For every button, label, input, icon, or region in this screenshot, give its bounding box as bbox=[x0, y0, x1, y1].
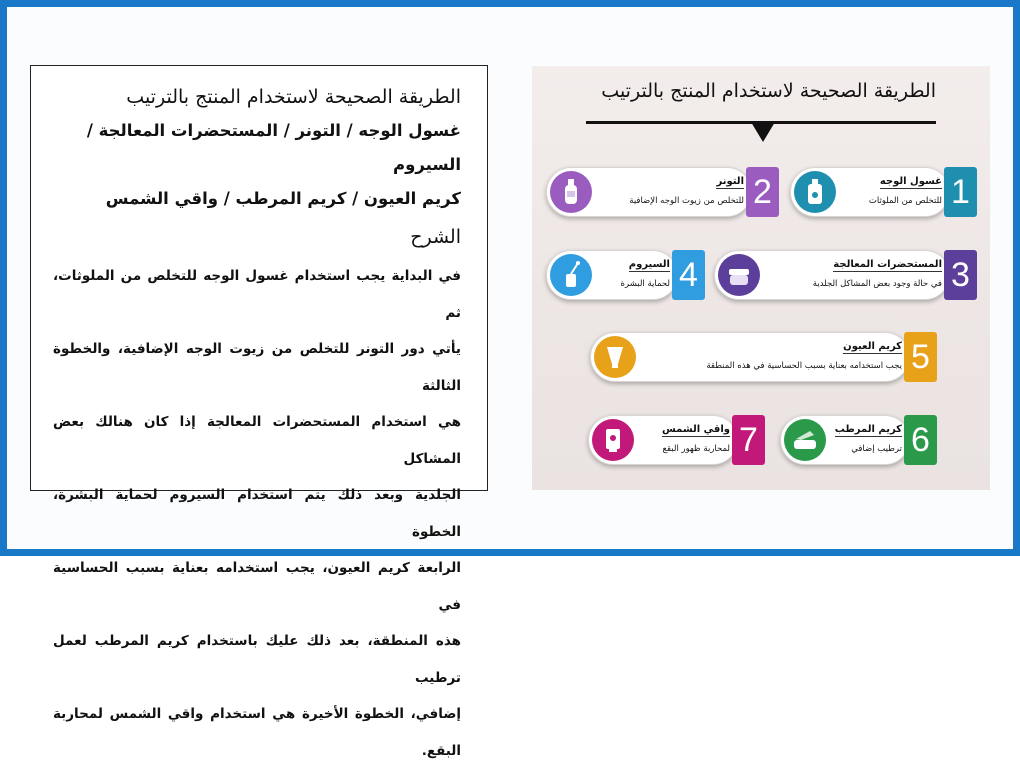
step-description: للتخلص من زيوت الوجه الإضافية bbox=[629, 196, 744, 206]
toner-bottle-icon bbox=[550, 171, 592, 213]
step-1 bbox=[790, 167, 977, 217]
step-description: ترطيب إضافي bbox=[851, 444, 902, 454]
step-7 bbox=[588, 415, 764, 465]
serum-dropper-icon bbox=[550, 254, 592, 296]
step-title: كريم المرطب bbox=[834, 424, 902, 435]
step-number: 2 bbox=[746, 167, 779, 217]
step-title: واقي الشمس bbox=[662, 424, 730, 435]
explanation-line: في البداية يجب استخدام غسول الوجه للتخلص من الملوثات، ثم bbox=[53, 268, 461, 321]
step-title: غسول الوجه bbox=[879, 176, 942, 187]
explanation-line: الجلدية وبعد ذلك يتم استخدام السيروم لحماية البشرة، الخطوة bbox=[53, 487, 461, 540]
explanation-line: هي استخدام المستحضرات المعالجة إذا كان هنالك بعض المشاكل bbox=[53, 414, 461, 467]
step-number: 7 bbox=[732, 415, 765, 465]
cream-jar-icon bbox=[718, 254, 760, 296]
step-number: 1 bbox=[944, 167, 977, 217]
steps-order-line-2: كريم العيون / كريم المرطب / واقي الشمس bbox=[105, 189, 461, 208]
step-description: لمحاربة ظهور البقع bbox=[662, 444, 730, 454]
step-number: 6 bbox=[904, 415, 937, 465]
step-2 bbox=[546, 167, 780, 217]
step-description: في حالة وجود بعض المشاكل الجلدية bbox=[812, 279, 942, 289]
explanation-heading: الشرح bbox=[410, 226, 461, 248]
explanation-line: هذه المنطقة، بعد ذلك عليك باستخدام كريم المرطب لعمل ترطيب bbox=[53, 633, 461, 686]
text-box-title: الطريقة الصحيحة لاستخدام المنتج بالترتيب bbox=[126, 86, 461, 108]
skincare-infographic bbox=[532, 66, 990, 490]
steps-order-line-1: غسول الوجه / التونر / المستحضرات المعالجة / السيروم bbox=[86, 121, 461, 174]
step-number: 5 bbox=[904, 332, 937, 382]
explanation-line: إضافي، الخطوة الأخيرة هي استخدام واقي الشمس لمحاربة البقع. bbox=[53, 706, 461, 759]
step-description: للتخلص من الملوثات bbox=[868, 196, 942, 206]
sunscreen-tube-icon bbox=[592, 419, 634, 461]
step-description: يجب استخدامه بعناية بسبب الحساسية في هذه المنطقة bbox=[706, 361, 902, 371]
step-number: 4 bbox=[672, 250, 705, 300]
step-title: المستحضرات المعالجة bbox=[833, 259, 942, 270]
step-3 bbox=[714, 250, 977, 300]
explanation-line: الرابعة كريم العيون، يجب استخدامه بعناية بسبب الحساسية في bbox=[53, 560, 461, 613]
step-4 bbox=[546, 250, 704, 300]
step-title: السيروم bbox=[628, 259, 670, 270]
explanation-line: يأتي دور التونر للتخلص من زيوت الوجه الإضافية، والخطوة الثالثة bbox=[53, 341, 461, 394]
explanation-text-box bbox=[30, 65, 488, 759]
step-6 bbox=[780, 415, 936, 465]
infographic-title: الطريقة الصحيحة لاستخدام المنتج بالترتيب bbox=[601, 80, 936, 102]
down-arrow-icon bbox=[751, 122, 775, 142]
step-title: كريم العيون bbox=[843, 341, 902, 352]
explanation-paragraph bbox=[53, 258, 461, 769]
moisturizer-jar-icon bbox=[784, 419, 826, 461]
eye-cream-tube-icon bbox=[594, 336, 636, 378]
step-title: التونر bbox=[716, 176, 744, 187]
step-description: لحماية البشرة bbox=[620, 279, 670, 289]
step-number: 3 bbox=[944, 250, 977, 300]
step-5 bbox=[590, 332, 936, 382]
cleanser-bottle-icon bbox=[794, 171, 836, 213]
